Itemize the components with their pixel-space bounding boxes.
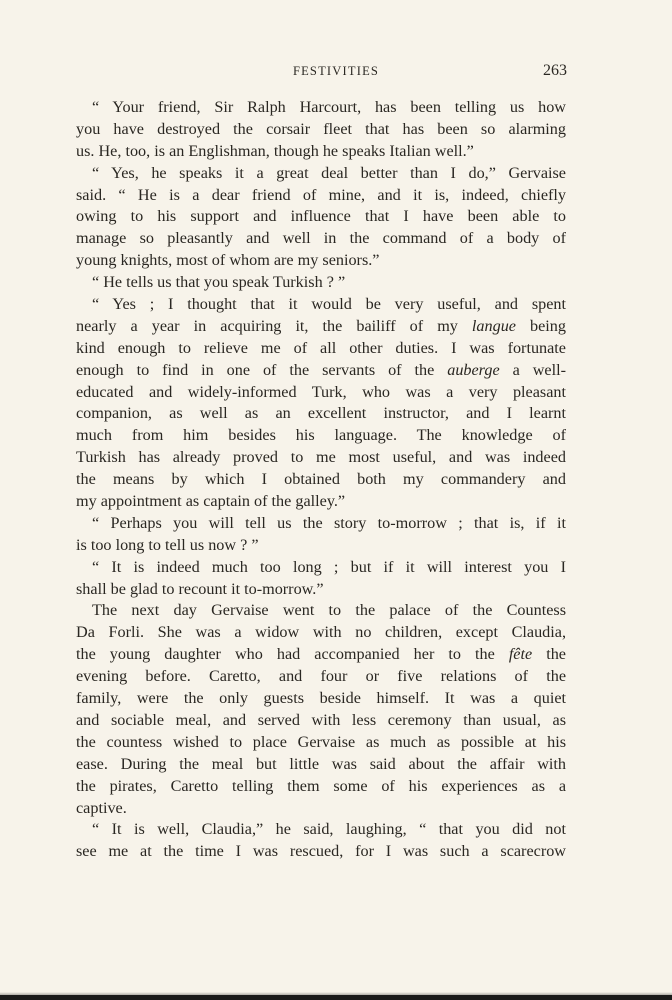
text-line bbox=[76, 97, 566, 119]
text-line bbox=[76, 425, 566, 447]
body-text bbox=[76, 97, 566, 863]
text-line bbox=[76, 316, 566, 338]
text-segment: enough to find in one of the servants of the bbox=[76, 360, 448, 379]
text-segment: being bbox=[515, 316, 566, 335]
text-line bbox=[76, 447, 566, 469]
text-line bbox=[76, 382, 566, 404]
text-segment: Turkish has already proved to me most useful, and was indeed bbox=[76, 448, 566, 467]
text-segment: evening before. Caretto, and four or five relations of the bbox=[76, 667, 566, 686]
text-line bbox=[76, 710, 566, 732]
text-segment: The next day Gervaise went to the palace of the Countess bbox=[92, 601, 566, 620]
page-number: 263 bbox=[543, 62, 567, 79]
text-segment: my appointment as captain of the galley.” bbox=[76, 492, 346, 511]
italic-word: langue bbox=[471, 316, 516, 335]
text-segment: the bbox=[532, 645, 566, 664]
text-line bbox=[76, 403, 566, 425]
text-segment: Da Forli. She was a widow with no children, except Claudia, bbox=[76, 623, 566, 642]
text-segment: the means by which I obtained both my commandery and bbox=[76, 470, 566, 489]
running-title: FESTIVITIES bbox=[292, 64, 380, 78]
text-line bbox=[76, 294, 566, 316]
italic-word: auberge bbox=[447, 360, 500, 379]
text-segment: “ Yes, he speaks it a great deal better than I do,” Gervaise bbox=[92, 163, 566, 182]
text-segment: young knights, most of whom are my seniors.” bbox=[76, 251, 380, 270]
text-line bbox=[76, 798, 566, 820]
text-line bbox=[76, 206, 566, 228]
italic-word: fête bbox=[508, 645, 533, 664]
text-line bbox=[76, 819, 566, 841]
text-line bbox=[76, 841, 566, 863]
text-line bbox=[76, 228, 566, 250]
text-segment: “ He tells us that you speak Turkish ? ” bbox=[92, 273, 346, 292]
text-segment: manage so pleasantly and well in the command of a body of bbox=[76, 229, 566, 248]
text-line bbox=[76, 754, 566, 776]
text-segment: ease. During the meal but little was said about the affair with bbox=[76, 754, 566, 773]
text-segment: “ Your friend, Sir Ralph Harcourt, has been telling us how bbox=[92, 98, 566, 116]
text-segment: see me at the time I was rescued, for I was such a scarecrow bbox=[76, 842, 566, 861]
text-segment: “ It is well, Claudia,” he said, laughing, “ that you did not bbox=[92, 820, 566, 839]
text-line bbox=[76, 600, 566, 622]
text-segment: “ Perhaps you will tell us the story to-morrow ; that is, if it bbox=[92, 513, 566, 532]
text-line bbox=[76, 622, 566, 644]
text-segment: a well- bbox=[499, 360, 566, 379]
text-line bbox=[76, 644, 566, 666]
running-head bbox=[0, 62, 672, 82]
text-line bbox=[76, 557, 566, 579]
text-line bbox=[76, 185, 566, 207]
text-line bbox=[76, 119, 566, 141]
text-segment: “ It is indeed much too long ; but if it will interest you I bbox=[92, 557, 566, 576]
text-line bbox=[76, 491, 566, 513]
text-segment: companion, as well as an excellent instructor, and I learnt bbox=[76, 404, 566, 423]
text-line bbox=[76, 535, 566, 557]
text-line bbox=[76, 776, 566, 798]
text-segment: the pirates, Caretto telling them some of his experiences as a bbox=[76, 776, 566, 795]
text-segment: family, were the only guests beside himself. It was a quiet bbox=[76, 689, 566, 708]
text-segment: captive. bbox=[76, 798, 127, 817]
page-edge bbox=[0, 995, 672, 1000]
text-line bbox=[76, 250, 566, 272]
text-segment: educated and widely-informed Turk, who was a very pleasant bbox=[76, 382, 566, 401]
text-line bbox=[76, 469, 566, 491]
text-segment: kind enough to relieve me of all other duties. I was fortunate bbox=[76, 338, 566, 357]
text-line bbox=[76, 666, 566, 688]
text-segment: owing to his support and influence that I have been able to bbox=[76, 207, 566, 226]
text-segment: the countess wished to place Gervaise as much as possible at his bbox=[76, 732, 566, 751]
text-segment: the young daughter who had accompanied her to the bbox=[76, 645, 509, 664]
text-line bbox=[76, 513, 566, 535]
text-line bbox=[76, 579, 566, 601]
text-segment: us. He, too, is an Englishman, though he speaks Italian well.” bbox=[76, 141, 474, 160]
text-segment: shall be glad to recount it to-morrow.” bbox=[76, 579, 324, 598]
text-line bbox=[76, 688, 566, 710]
text-line bbox=[76, 141, 566, 163]
text-line bbox=[76, 338, 566, 360]
text-segment: much from him besides his language. The knowledge of bbox=[76, 426, 566, 445]
text-segment: and sociable meal, and served with less ceremony than usual, as bbox=[76, 710, 566, 729]
text-line bbox=[76, 272, 566, 294]
text-segment: nearly a year in acquiring it, the bailiff of my bbox=[76, 316, 472, 335]
text-line bbox=[76, 360, 566, 382]
text-segment: is too long to tell us now ? ” bbox=[76, 535, 259, 554]
text-line bbox=[76, 732, 566, 754]
text-line bbox=[76, 163, 566, 185]
text-segment: “ Yes ; I thought that it would be very useful, and spent bbox=[92, 295, 566, 314]
text-segment: said. “ He is a dear friend of mine, and it is, indeed, chiefly bbox=[76, 185, 566, 204]
text-segment: you have destroyed the corsair fleet that has been so alarming bbox=[76, 119, 566, 138]
